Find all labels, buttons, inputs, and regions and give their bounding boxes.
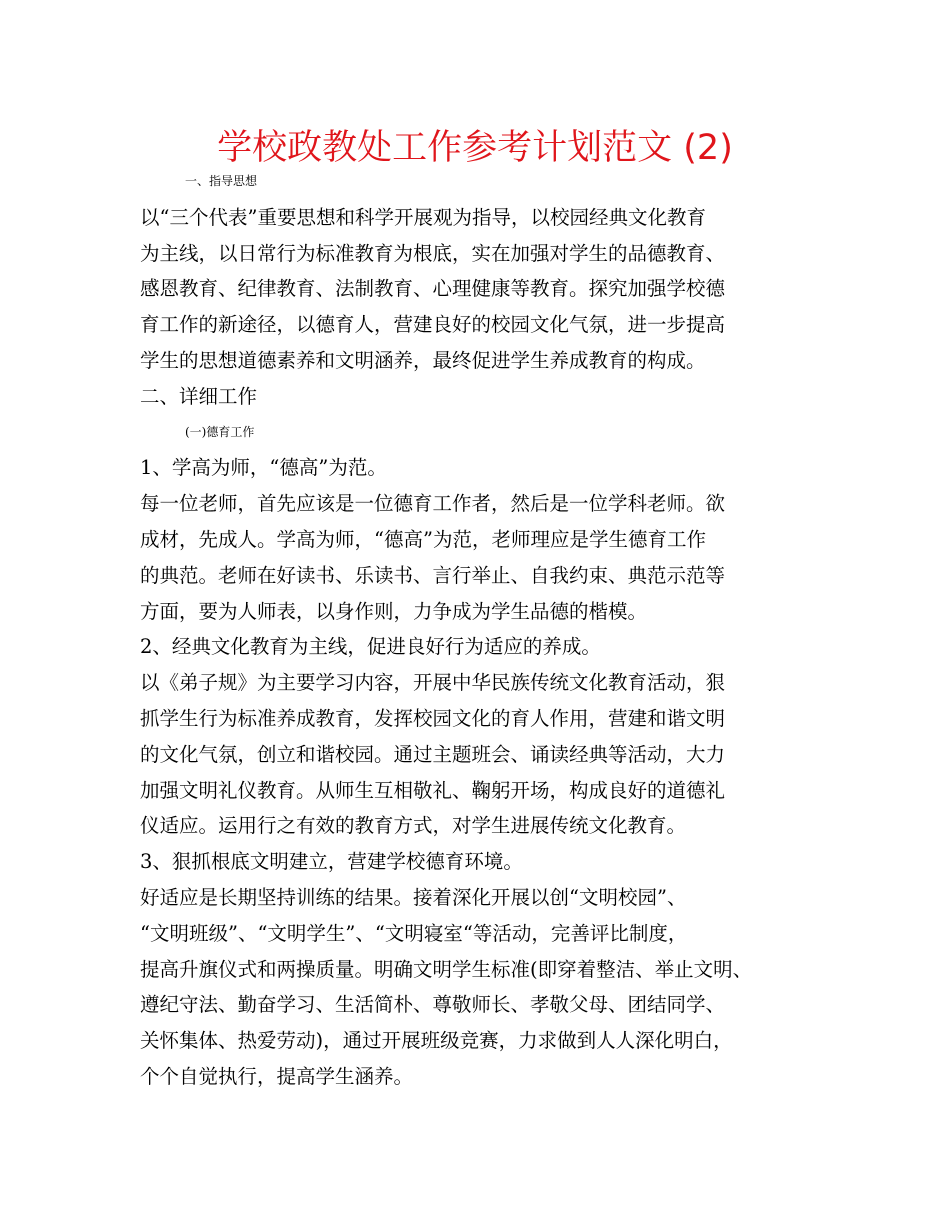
text-line: 一、指导思想 — [185, 174, 258, 188]
text-line: 感恩教育、纪律教育、法制教育、心理健康等教育。探究加强学校德 — [140, 277, 726, 301]
text-line: 1、学高为师，“德高”为范。 — [140, 456, 387, 480]
text-line: 抓学生行为标准养成教育，发挥校园文化的育人作用，营建和谐文明 — [140, 706, 726, 730]
text-line: 以“三个代表”重要思想和科学开展观为指导，以校园经典文化教育 — [140, 205, 706, 229]
document-title: 学校政教处工作参考计划范文 (2) — [217, 128, 733, 168]
text-line: 育工作的新途径，以德育人，营建良好的校园文化气氛，进一步提高 — [140, 313, 726, 337]
text-line: 个个自觉执行，提高学生涵养。 — [140, 1064, 414, 1088]
text-line: 加强文明礼仪教育。从师生互相敬礼、鞠躬开场，构成良好的道德礼 — [140, 778, 726, 802]
text-line: 学生的思想道德素养和文明涵养，最终促进学生养成教育的构成。 — [140, 348, 706, 372]
text-line: 方面，要为人师表，以身作则，力争成为学生品德的楷模。 — [140, 599, 648, 623]
text-line: 2、经典文化教育为主线，促进良好行为适应的养成。 — [140, 635, 601, 659]
text-line: 仪适应。运用行之有效的教育方式，对学生进展传统文化教育。 — [140, 814, 687, 838]
document-body — [140, 164, 830, 1095]
text-line: 以《弟子规》为主要学习内容，开展中华民族传统文化教育活动，狠 — [140, 671, 726, 695]
text-line: 二、详细工作 — [140, 384, 258, 408]
text-line: (一)德育工作 — [185, 424, 255, 439]
text-line: 3、狠抓根底文明建立，营建学校德育环境。 — [140, 850, 523, 874]
text-line: 遵纪守法、勤奋学习、生活简朴、尊敬师长、孝敬父母、团结同学、 — [140, 993, 726, 1017]
text-line: 每一位老师，首先应该是一位德育工作者，然后是一位学科老师。欲 — [140, 492, 726, 516]
text-line: 提高升旗仪式和两操质量。明确文明学生标准(即穿着整洁、举止文明、 — [140, 957, 753, 981]
text-line: 为主线，以日常行为标准教育为根底，实在加强对学生的品德教育、 — [140, 241, 726, 265]
text-line: 成材，先成人。学高为师，“德高”为范，老师理应是学生德育工作 — [140, 527, 706, 551]
text-line: 的典范。老师在好读书、乐读书、言行举止、自我约束、典范示范等 — [140, 563, 726, 587]
text-line: “文明班级”、“文明学生”、“文明寝室“等活动，完善评比制度， — [140, 921, 688, 945]
text-line: 好适应是长期坚持训练的结果。接着深化开展以创“文明校园”、 — [140, 885, 687, 909]
text-line: 的文化气氛，创立和谐校园。通过主题班会、诵读经典等活动，大力 — [140, 742, 726, 766]
text-line: 关怀集体、热爱劳动)，通过开展班级竞赛，力求做到人人深化明白， — [140, 1029, 733, 1053]
